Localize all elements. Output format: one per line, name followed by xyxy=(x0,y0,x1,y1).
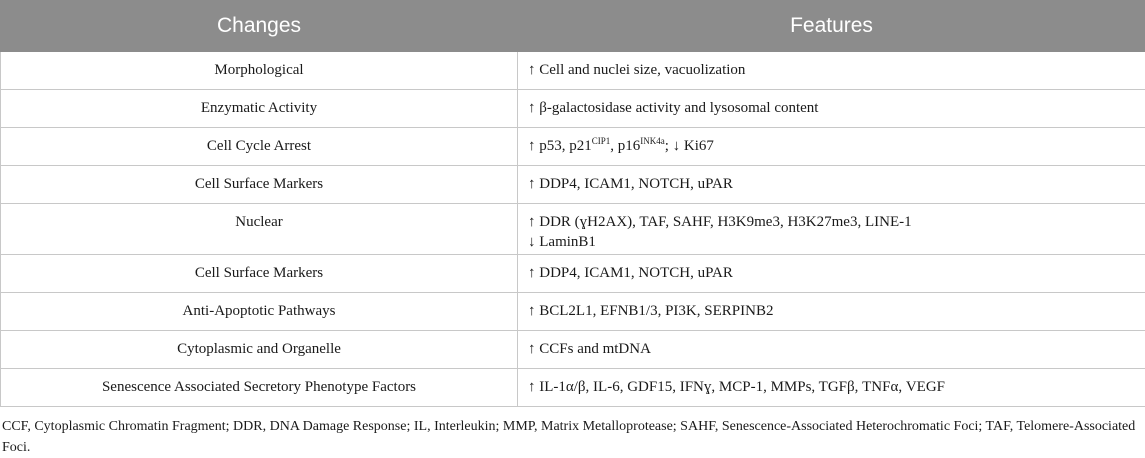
feature-cell: ↑ CCFs and mtDNA xyxy=(518,331,1145,369)
feature-text: , p16 xyxy=(610,138,640,154)
superscript-cip1: CIP1 xyxy=(592,136,611,146)
feature-cell: ↑ β-galactosidase activity and lysosomal content xyxy=(518,90,1145,128)
table-row xyxy=(1,166,1145,204)
feature-cell xyxy=(518,204,1145,255)
feature-line: ↑ DDR (ɣH2AX), TAF, SAHF, H3K9me3, H3K27me3, LINE-1 xyxy=(528,212,1135,232)
superscript-ink4a: INK4a xyxy=(640,136,665,146)
table-footnote: CCF, Cytoplasmic Chromatin Fragment; DDR, DNA Damage Response; IL, Interleukin; MMP, Matrix Metalloprotease; SAHF, Senescence-Associated Heterochromatic Foci; TAF, Telomere-Associated Foci. xyxy=(0,407,1145,458)
feature-line: ↓ LaminB1 xyxy=(528,232,1135,252)
header-features: Features xyxy=(518,1,1145,52)
header-changes: Changes xyxy=(1,1,518,52)
feature-cell: ↑ DDP4, ICAM1, NOTCH, uPAR xyxy=(518,255,1145,293)
change-cell: Senescence Associated Secretory Phenotype Factors xyxy=(1,369,518,407)
table-row xyxy=(1,128,1145,166)
table-row xyxy=(1,204,1145,255)
feature-cell: ↑ BCL2L1, EFNB1/3, PI3K, SERPINB2 xyxy=(518,293,1145,331)
table-row xyxy=(1,255,1145,293)
feature-cell: ↑ Cell and nuclei size, vacuolization xyxy=(518,52,1145,90)
change-cell: Cell Surface Markers xyxy=(1,255,518,293)
change-cell: Enzymatic Activity xyxy=(1,90,518,128)
table-row xyxy=(1,369,1145,407)
feature-cell: ↑ DDP4, ICAM1, NOTCH, uPAR xyxy=(518,166,1145,204)
change-cell: Cell Surface Markers xyxy=(1,166,518,204)
table-row xyxy=(1,90,1145,128)
change-cell: Cytoplasmic and Organelle xyxy=(1,331,518,369)
feature-text: ↑ p53, p21 xyxy=(528,138,592,154)
table-row xyxy=(1,52,1145,90)
table-row xyxy=(1,293,1145,331)
change-cell: Cell Cycle Arrest xyxy=(1,128,518,166)
table-row xyxy=(1,331,1145,369)
table-header-row xyxy=(1,1,1145,52)
change-cell: Nuclear xyxy=(1,204,518,255)
feature-text: ; ↓ Ki67 xyxy=(665,138,714,154)
change-cell: Anti-Apoptotic Pathways xyxy=(1,293,518,331)
change-cell: Morphological xyxy=(1,52,518,90)
feature-cell: ↑ IL-1α/β, IL-6, GDF15, IFNɣ, MCP-1, MMPs, TGFβ, TNFα, VEGF xyxy=(518,369,1145,407)
feature-cell xyxy=(518,128,1145,166)
